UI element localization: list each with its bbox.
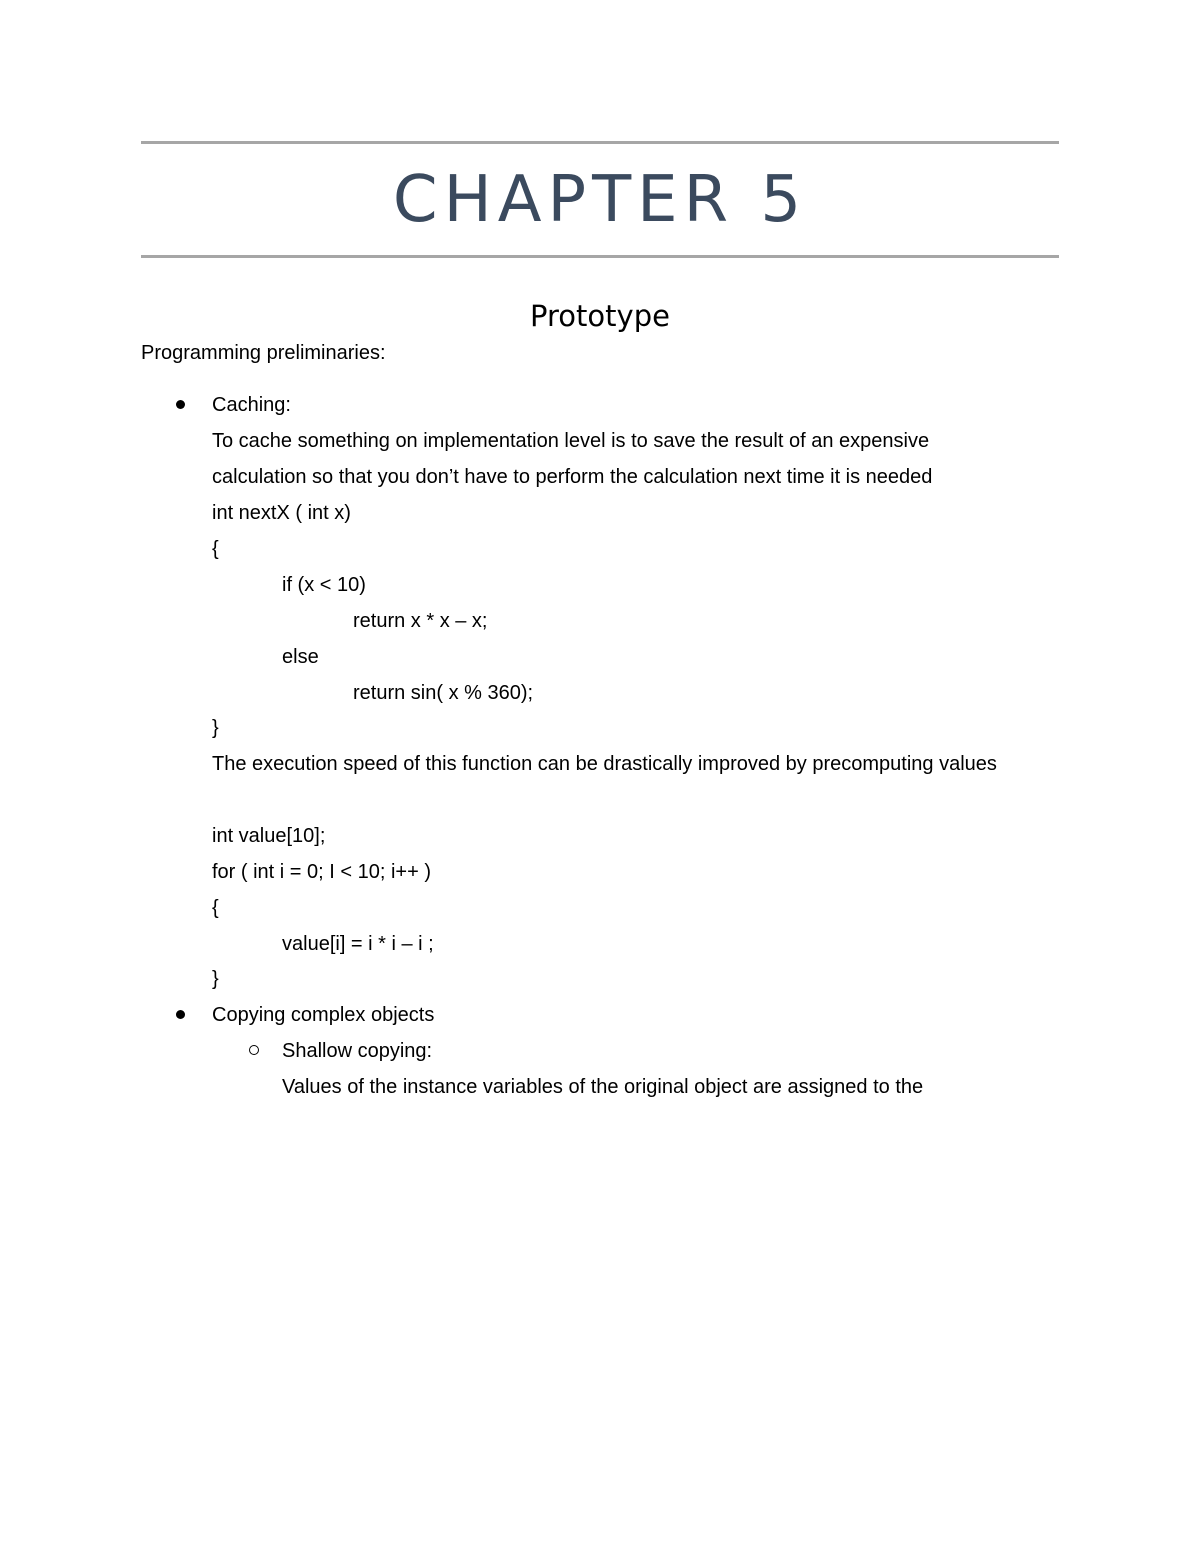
code-line: else bbox=[282, 646, 319, 668]
caching-note: The execution speed of this function can be drastically improved by precomputing values bbox=[212, 753, 997, 775]
top-rule bbox=[141, 141, 1059, 144]
code-line: int nextX ( int x) bbox=[212, 502, 351, 524]
shallow-copying-heading: Shallow copying: bbox=[282, 1040, 433, 1062]
chapter-heading: CHAPTER 5 bbox=[392, 163, 808, 237]
caching-description-line1: To cache something on implementation level is to save the result of an expensive bbox=[212, 430, 930, 452]
code-line: int value[10]; bbox=[212, 825, 326, 847]
code-line: { bbox=[212, 538, 219, 560]
sub-bullet-icon bbox=[249, 1045, 259, 1055]
code-line: { bbox=[212, 897, 219, 919]
copying-heading: Copying complex objects bbox=[212, 1004, 435, 1026]
caching-description-line2: calculation so that you don’t have to perform the calculation next time it is needed bbox=[212, 466, 933, 488]
code-line: return x * x – x; bbox=[353, 610, 488, 632]
page-title: Prototype bbox=[530, 299, 670, 333]
intro-text: Programming preliminaries: bbox=[141, 342, 386, 364]
bullet-icon bbox=[176, 1010, 185, 1019]
shallow-copying-text: Values of the instance variables of the original object are assigned to the bbox=[282, 1076, 924, 1098]
code-line: value[i] = i * i – i ; bbox=[282, 933, 434, 955]
bottom-rule bbox=[141, 255, 1059, 258]
code-line: return sin( x % 360); bbox=[353, 682, 534, 704]
code-line: for ( int i = 0; I < 10; i++ ) bbox=[212, 861, 431, 883]
code-line: } bbox=[212, 717, 219, 739]
code-line: if (x < 10) bbox=[282, 574, 366, 596]
code-line: } bbox=[212, 968, 219, 990]
bullet-icon bbox=[176, 400, 185, 409]
caching-heading: Caching: bbox=[212, 394, 291, 416]
